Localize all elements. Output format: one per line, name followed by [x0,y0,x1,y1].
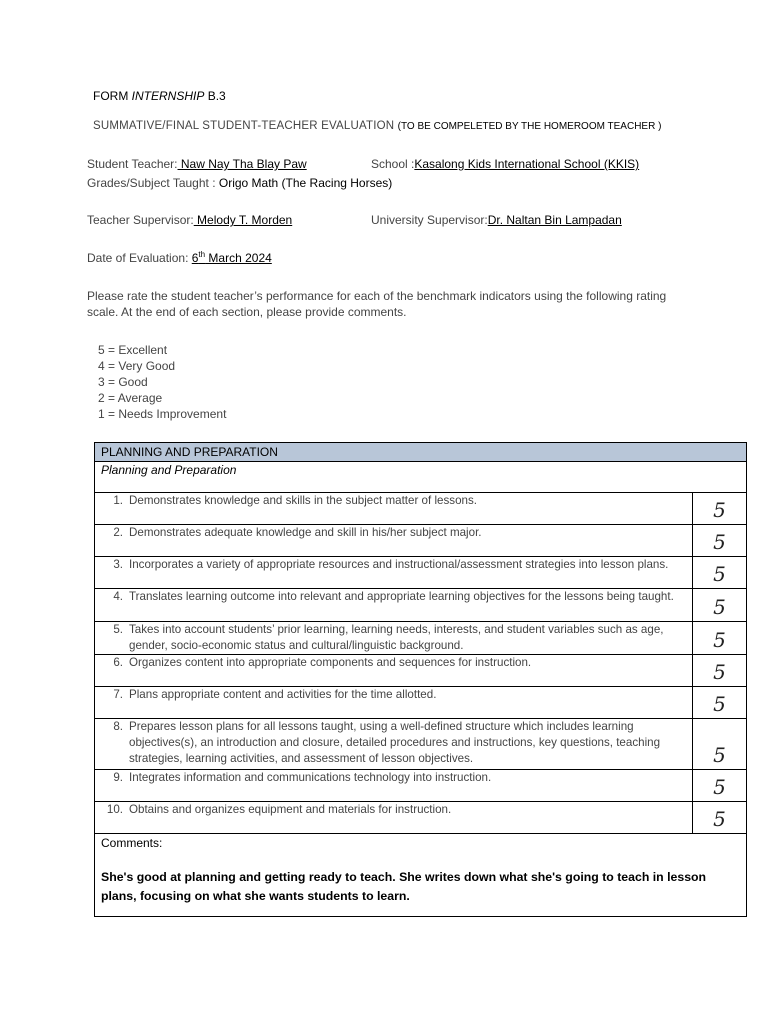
subtitle-note: (TO BE COMPELETED BY THE HOMEROOM TEACHER ) [397,121,662,132]
item-number: 7. [113,688,123,701]
student-teacher-value: Naw Nay Tha Blay Paw [177,157,307,171]
item-text: Organizes content into appropriate components and sequences for instruction. [129,656,532,669]
subtitle-main: SUMMATIVE/FINAL STUDENT-TEACHER EVALUATION [93,120,395,132]
university-supervisor-label: University Supervisor: [371,213,488,227]
item-text: Incorporates a variety of appropriate resources and instructional/assessment strategies into lesson plans. [129,558,669,571]
item-text: Obtains and organizes equipment and materials for instruction. [129,803,452,816]
date-sup: th [198,250,206,259]
instructions: Please rate the student teacher’s performance for each of the benchmark indicators using the following rating scale. At the end of each section, please provide comments. [87,289,667,319]
date-label: Date of Evaluation: [87,251,192,265]
evaluation-table [94,442,747,917]
item-rating: 5 [713,628,726,652]
teacher-supervisor-label: Teacher Supervisor: [87,213,194,227]
item-number: 1. [113,494,123,507]
table-row [95,687,746,719]
item-number: 4. [113,590,123,603]
item-rating: 5 [713,660,726,684]
grades-field [87,176,392,190]
comments-text: She's good at planning and getting ready to teach. She writes down what she's going to teach in lesson plans, focusing on what she wants students to learn. [101,870,707,903]
item-number: 8. [113,720,123,733]
section-header: PLANNING AND PREPARATION [95,443,746,462]
item-text: Translates learning outcome into relevant and appropriate learning objectives for the lessons being taught. [129,590,674,603]
item-number: 2. [113,526,123,539]
item-rating: 5 [713,498,726,522]
scale-item: 1 = Needs Improvement [98,407,227,421]
form-suffix: B.3 [204,89,226,103]
item-text: Integrates information and communications technology into instruction. [129,771,492,784]
item-text: Plans appropriate content and activities for the time allotted. [129,688,437,701]
table-row [95,557,746,589]
grades-label: Grades/Subject Taught : [87,176,219,190]
scale-item: 4 = Very Good [98,359,176,373]
scale-item: 3 = Good [98,375,148,389]
table-row [95,622,746,655]
form-prefix: FORM [93,89,132,103]
comments-section [95,834,746,916]
item-number: 5. [113,623,123,636]
section-subheader: Planning and Preparation [95,462,746,493]
form-italic: INTERNSHIP [131,89,205,103]
table-row [95,655,746,687]
item-text: Demonstrates knowledge and skills in the subject matter of lessons. [129,494,477,507]
item-rating: 5 [713,807,726,831]
student-teacher-label: Student Teacher: [87,157,178,171]
date-day: 6 [191,251,199,265]
item-rating: 5 [713,562,726,586]
item-text: Demonstrates adequate knowledge and skill in his/her subject major. [129,526,482,539]
item-number: 10. [106,803,123,816]
date-field [87,250,272,265]
table-row [95,525,746,557]
table-row [95,770,746,802]
date-value [192,251,272,265]
item-text: Prepares lesson plans for all lessons taught, using a well-defined structure which includes learning objectives(s), an introduction and closure, detailed procedures and instructions, key questions, teaching strategies, learning activities, and assessment of lesson objectives. [129,720,661,765]
rating-scale [98,342,226,422]
school-value: Kasalong Kids International School (KKIS) [414,157,640,171]
table-row [95,493,746,525]
item-number: 9. [113,771,123,784]
table-row [95,802,746,834]
form-subtitle [93,120,661,132]
item-number: 3. [113,558,123,571]
school-label: School : [371,157,415,171]
teacher-supervisor-value: Melody T. Morden [193,213,293,227]
item-rating: 5 [713,775,726,799]
student-teacher-field [87,157,307,171]
university-supervisor-field [371,213,622,227]
item-rating: 5 [713,743,726,767]
item-text: Takes into account students’ prior learning, learning needs, interests, and student variables such as age, gender, socio-economic status and cultural/linguistic background. [129,623,664,652]
form-id [93,89,226,103]
item-rating: 5 [713,595,726,619]
item-rating: 5 [713,530,726,554]
table-row [95,589,746,622]
university-supervisor-value: Dr. Naltan Bin Lampadan [487,213,622,227]
scale-item: 2 = Average [98,391,163,405]
grades-value: Origo Math (The Racing Horses) [218,176,393,190]
item-number: 6. [113,656,123,669]
scale-item: 5 = Excellent [98,343,168,357]
teacher-supervisor-field [87,213,292,227]
comments-label: Comments: [101,836,163,850]
school-field [371,157,639,171]
date-rest: March 2024 [205,251,272,265]
item-rating: 5 [713,692,726,716]
table-row [95,719,746,770]
